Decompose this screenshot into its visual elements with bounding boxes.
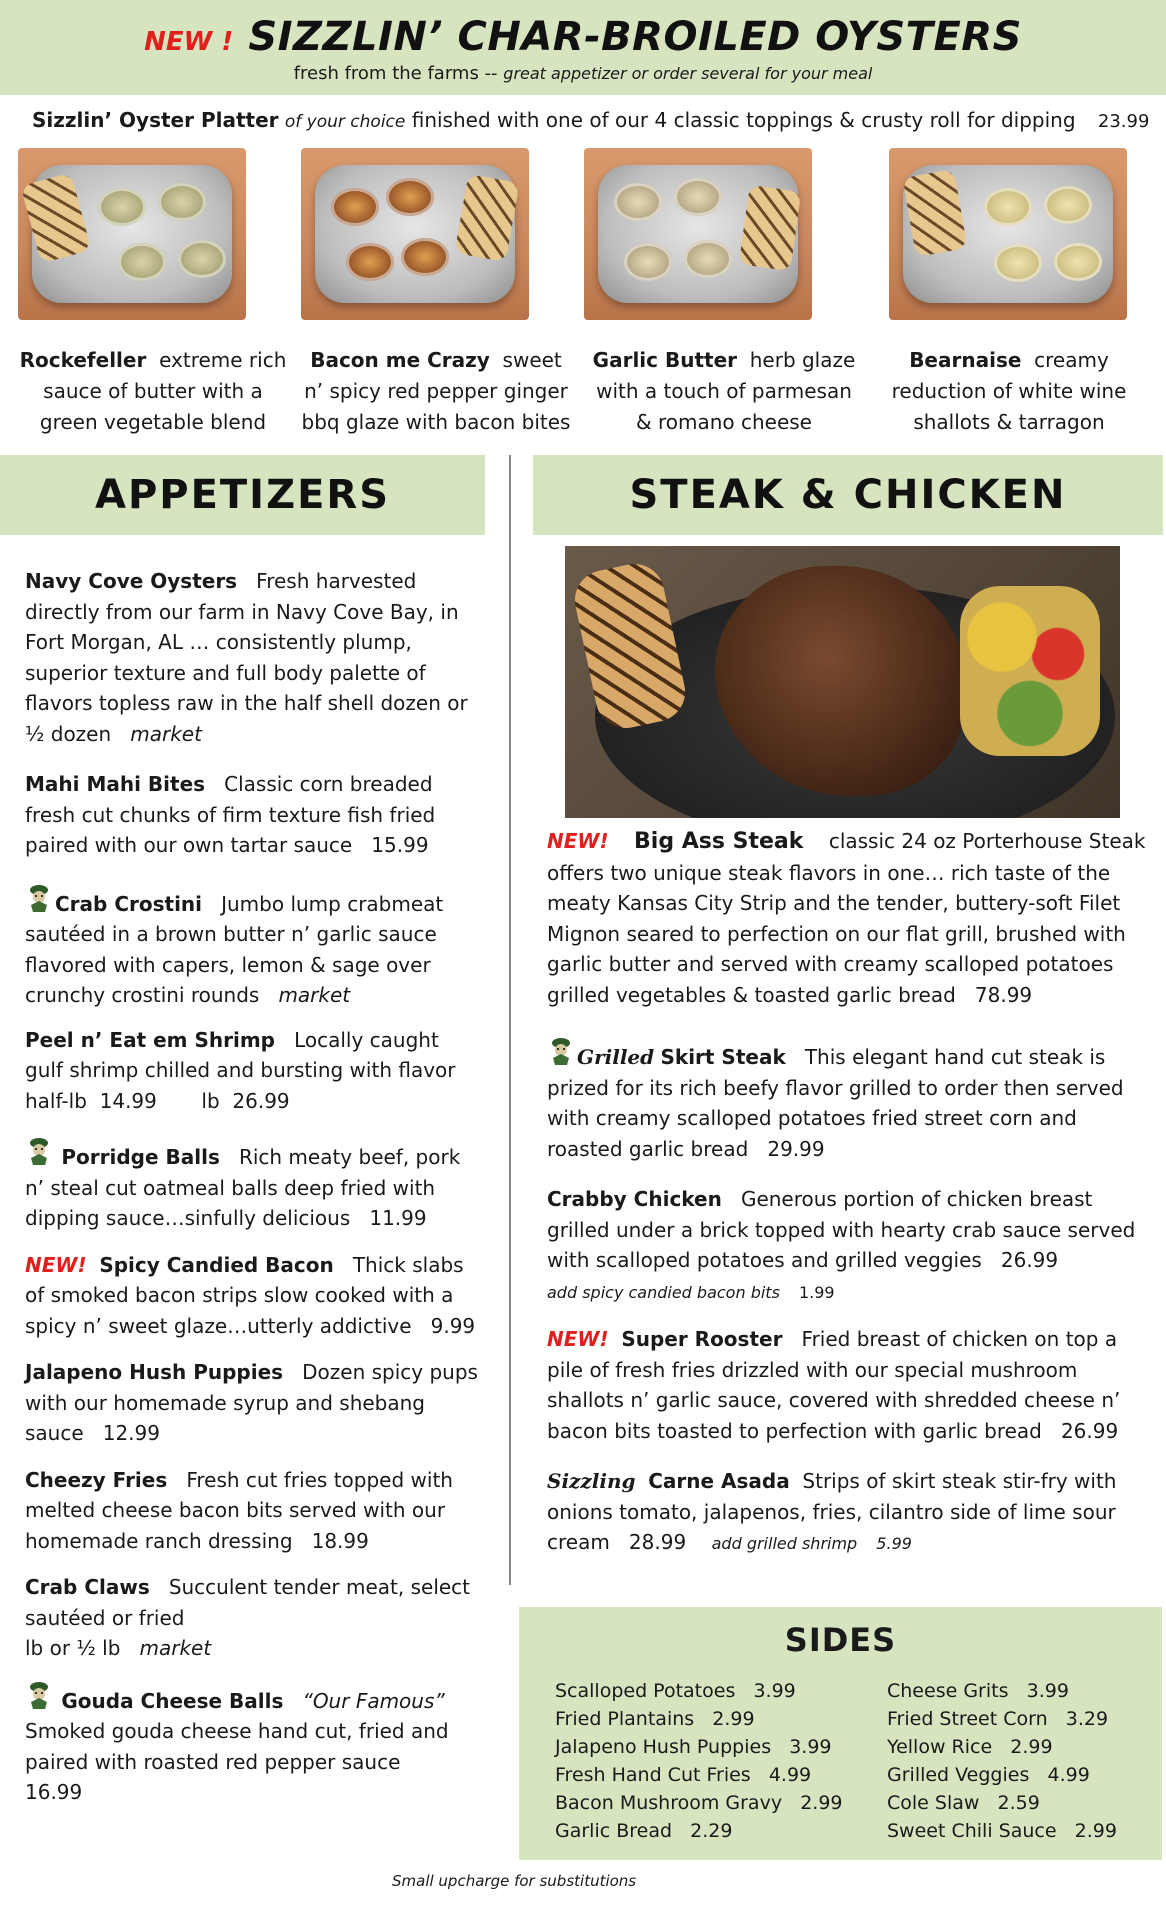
menu-item: Grilled Skirt Steak This elegant hand cut steak is prized for its rich beefy flavor grilled to order then served with creamy scalloped potatoes fried street corn and roasted garlic bread 29.99 (547, 1036, 1147, 1164)
rockefeller-photo (18, 148, 246, 320)
menu-item: Sizzling Carne Asada Strips of skirt steak stir-fry with onions tomato, jalapenos, fries, cilantro side of lime sour cream 28.99 add grilled shrimp 5.99 (547, 1469, 1117, 1554)
side-item: Grilled Veggies 4.99 (887, 1764, 1090, 1786)
page-title: SIZZLIN’ CHAR-BROILED OYSTERS (248, 14, 1022, 60)
side-item: Scalloped Potatoes 3.99 (555, 1680, 796, 1702)
sides-heading: SIDES (784, 1621, 897, 1659)
steak-chicken-list (547, 826, 1147, 1560)
side-item: Yellow Rice 2.99 (887, 1736, 1053, 1758)
menu-item: Navy Cove Oysters Fresh harvested directly from our farm in Navy Cove Bay, in Fort Morgan, AL … consistently plump, superior texture and full body palette of flavors topless raw in the half shell dozen or ½ dozen market (25, 569, 468, 746)
menu-item: Jalapeno Hush Puppies Dozen spicy pups with our homemade syrup and shebang sauce 12.99 (25, 1360, 478, 1445)
menu-item: Mahi Mahi Bites Classic corn breaded fresh cut chunks of firm texture fish fried paired with our own tartar sauce 15.99 (25, 772, 436, 857)
menu-item: Crabby Chicken Generous portion of chicken breast grilled under a brick topped with hearty crab sauce served with scalloped potatoes and grilled veggies 26.99 add spicy candied bacon bits 1.99 (547, 1187, 1136, 1302)
appetizers-list (25, 566, 480, 1808)
side-item: Fried Plantains 2.99 (555, 1708, 755, 1730)
side-item: Jalapeno Hush Puppies 3.99 (555, 1736, 832, 1758)
sides-list-right (887, 1677, 1117, 1845)
bacon-me-crazy-photo (301, 148, 529, 320)
topping-bearnaise: Bearnaise creamy reduction of white wine shallots & tarragon (891, 348, 1127, 434)
sides-list-left (555, 1677, 843, 1845)
side-item: Cole Slaw 2.59 (887, 1792, 1040, 1814)
oyster-platter-line: Sizzlin’ Oyster Platter of your choice finished with one of our 4 classic toppings & crusty roll for dipping 23.99 (32, 108, 1150, 132)
chef-mascot-icon (25, 883, 53, 913)
substitution-footnote: Small upcharge for substitutions (392, 1872, 637, 1890)
topping-garlic-butter: Garlic Butter herb glaze with a touch of parmesan & romano cheese (592, 348, 856, 434)
side-item: Fresh Hand Cut Fries 4.99 (555, 1764, 812, 1786)
side-item: Fried Street Corn 3.29 (887, 1708, 1109, 1730)
topping-descriptions (18, 345, 1148, 445)
platter-price: 23.99 (1097, 111, 1150, 132)
menu-item: Crab Claws Succulent tender meat, select sautéed or fried lb or ½ lb market (25, 1575, 471, 1660)
sides-box (519, 1607, 1162, 1860)
topping-rockefeller: Rockefeller extreme rich sauce of butter with a green vegetable blend (19, 348, 287, 434)
menu-item: NEW! Spicy Candied Bacon Thick slabs of smoked bacon strips slow cooked with a spicy n’ sweet glaze…utterly addictive 9.99 (25, 1252, 476, 1338)
platter-name: Sizzlin’ Oyster Platter (32, 108, 279, 132)
side-item: Bacon Mushroom Gravy 2.99 (555, 1792, 843, 1814)
garlic-butter-photo (584, 148, 812, 320)
new-tag: NEW ! (144, 27, 234, 57)
chef-mascot-icon (25, 1136, 53, 1166)
topping-bacon-me-crazy: Bacon me Crazy sweet n’ spicy red pepper ginger bbq glaze with bacon bites (301, 348, 571, 434)
menu-item: Peel n’ Eat em Shrimp Locally caught gulf shrimp chilled and bursting with flavor half-lb 14.99 lb 26.99 (25, 1027, 456, 1113)
column-divider (509, 455, 511, 1585)
chef-mascot-icon (547, 1036, 575, 1066)
bearnaise-photo (889, 148, 1127, 320)
menu-item: Crab Crostini Jumbo lump crabmeat sautéed in a brown butter n’ garlic sauce flavored with capers, lemon & sage over crunchy crostini rounds market (25, 883, 480, 1011)
side-item: Cheese Grits 3.99 (887, 1680, 1069, 1702)
menu-item: Cheezy Fries Fresh cut fries topped with melted cheese bacon bits served with our homemade ranch dressing 18.99 (25, 1467, 453, 1553)
menu-item: NEW! Super Rooster Fried breast of chicken on top a pile of fresh fries drizzled with our special mushroom shallots n’ garlic sauce, covered with shredded cheese n’ bacon bits toasted to perfection with garlic bread 26.99 (547, 1327, 1121, 1443)
menu-item: Gouda Cheese Balls “Our Famous” Smoked gouda cheese hand cut, fried and paired with roasted red pepper sauce 16.99 (25, 1680, 480, 1808)
chef-mascot-icon (25, 1680, 53, 1710)
side-item: Garlic Bread 2.29 (555, 1820, 733, 1842)
steak-chicken-heading: STEAK & CHICKEN (533, 455, 1163, 535)
appetizers-heading: APPETIZERS (0, 455, 485, 535)
menu-item: Porridge Balls Rich meaty beef, pork n’ steal cut oatmeal balls deep fried with dipping sauce…sinfully delicious 11.99 (25, 1136, 480, 1234)
oyster-header (0, 0, 1166, 95)
header-subtitle: fresh from the farms -- great appetizer or order several for your meal (293, 63, 873, 84)
oyster-photo-row (18, 148, 1148, 320)
menu-item: NEW! Big Ass Steak classic 24 oz Porterhouse Steak offers two unique steak flavors in one… rich taste of the meaty Kansas City Strip and the tender, buttery-soft Filet Mignon seared to perfection on our flat grill, brushed with garlic butter and served with creamy scalloped potatoes grilled vegetables & toasted garlic bread 78.99 (547, 829, 1146, 1007)
porterhouse-steak-photo (565, 546, 1120, 818)
side-item: Sweet Chili Sauce 2.99 (887, 1820, 1117, 1842)
